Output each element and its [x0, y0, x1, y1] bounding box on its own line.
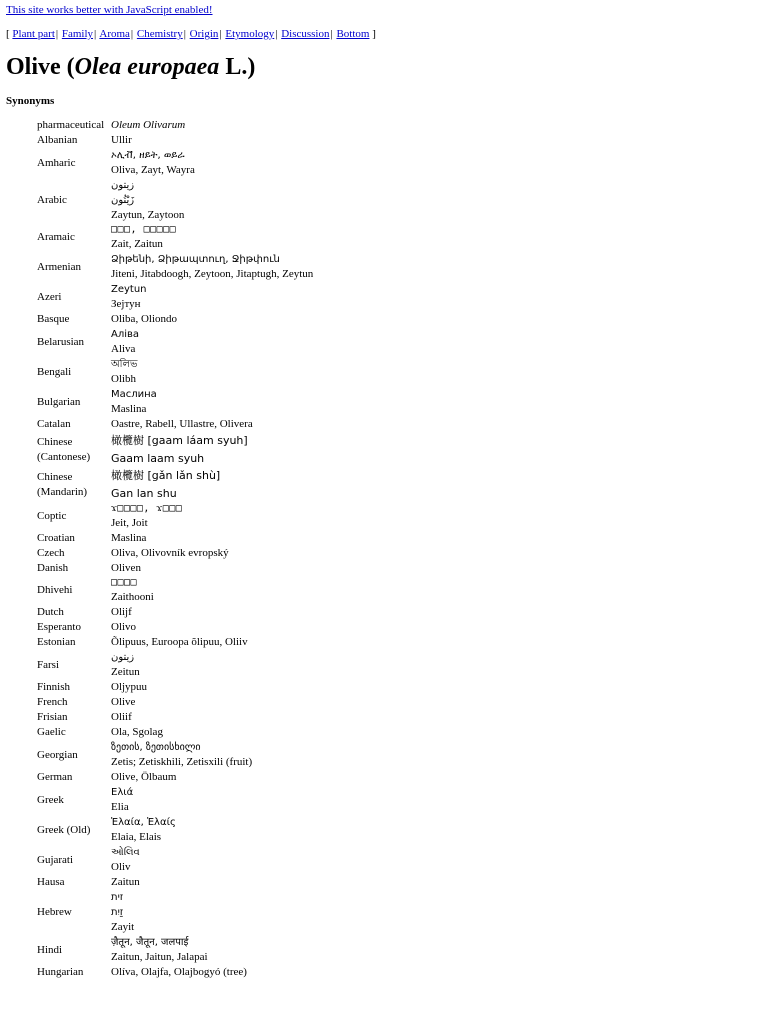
synonym-language: Gujarati: [37, 853, 74, 866]
synonym-name-line: Zetis; Zetiskhili, Zetisxili (fruit): [111, 756, 253, 768]
synonym-name-line: Ullir: [111, 134, 132, 146]
synonym-row: [34, 252, 316, 282]
synonym-language: Dhivehi: [37, 584, 73, 596]
synonym-name-line: 橄欖樹 [gaam láam syuh]: [111, 434, 248, 447]
title-common-name: Olive: [6, 54, 61, 80]
synonym-name-line: Oliva, Olivovník evropský: [111, 547, 229, 559]
nav-separator: |: [330, 28, 333, 40]
synonym-row: [34, 467, 316, 502]
synonym-language: Danish: [37, 562, 69, 574]
nav-separator: |: [130, 28, 134, 40]
nav-link-chemistry[interactable]: Chemistry: [136, 28, 183, 40]
synonym-name-line: Gaam laam syuh: [111, 451, 205, 465]
synonym-names: [108, 576, 316, 605]
synonym-name-line: Elia: [111, 801, 129, 813]
synonym-name-line: Oliv: [111, 861, 131, 873]
synonym-language: Amharic: [37, 156, 76, 169]
synonym-names: [108, 650, 316, 680]
synonym-names: [108, 118, 316, 133]
synonym-row: [34, 725, 316, 740]
synonym-language: French: [37, 696, 68, 708]
synonym-name-line: زيتون: [111, 180, 135, 191]
synonym-language: Hungarian: [37, 966, 84, 978]
synonym-language: Aramaic: [37, 231, 75, 243]
title-latin-name: Olea europaea: [74, 54, 220, 80]
synonym-language: Greek (Old): [37, 823, 91, 836]
synonym-names: [108, 282, 316, 312]
synonym-language: Chinese (Mandarin): [37, 470, 88, 498]
synonym-name-line: Zeytun: [111, 284, 147, 295]
synonym-names: [108, 223, 316, 252]
synonym-row: [34, 282, 316, 312]
synonym-names: [108, 357, 316, 387]
nav-close-bracket: ]: [372, 28, 376, 40]
synonym-names: [108, 432, 316, 467]
synonym-names: [108, 387, 316, 417]
synonym-names: [108, 546, 316, 561]
section-navigation: [6, 28, 376, 40]
synonym-row: [34, 118, 316, 133]
synonym-language: Hebrew: [37, 906, 72, 918]
synonym-language: Farsi: [37, 658, 59, 671]
synonym-name-line: Ձիթենի, Ձիթապտուղ, Ջիթփուն: [111, 254, 280, 265]
synonym-row: [34, 605, 316, 620]
synonym-name-line: Ἐλαία, Ἐλαίς: [111, 817, 176, 828]
synonym-name-line: Oliba, Oliondo: [111, 313, 177, 325]
synonym-name-line: Gan lan shu: [111, 486, 177, 500]
synonym-name-line: Маслина: [111, 389, 157, 400]
synonym-names: [108, 965, 316, 980]
synonym-names: [108, 467, 316, 502]
synonym-row: [34, 148, 316, 178]
synonym-name-line: Oleum Olivarum: [111, 119, 186, 131]
synonym-row: [34, 680, 316, 695]
synonyms-heading: Synonyms: [6, 95, 55, 107]
synonym-names: [108, 695, 316, 710]
title-paren-close: ): [247, 54, 256, 80]
synonym-name-line: Jeit, Joit: [111, 517, 148, 529]
synonym-name-line: Зејтун: [111, 298, 141, 310]
synonym-name-line: זַיִת: [111, 907, 124, 918]
javascript-warning-link[interactable]: This site works better with JavaScript enabled!: [6, 4, 213, 16]
synonym-names: [108, 502, 316, 531]
synonym-language: Frisian: [37, 711, 68, 723]
synonym-row: [34, 387, 316, 417]
synonym-language: Czech: [37, 547, 65, 559]
synonym-name-line: Jiteni, Jitabdoogh, Zeytoon, Jitaptugh, Zeytun: [111, 268, 314, 280]
synonym-names: [108, 620, 316, 635]
synonym-language: German: [37, 771, 73, 783]
synonym-row: [34, 432, 316, 467]
synonym-name-line: Oljypuu: [111, 681, 148, 693]
synonym-names: [108, 845, 316, 875]
synonym-name-line: Maslina: [111, 532, 147, 544]
synonym-name-line: Oliven: [111, 562, 141, 574]
synonym-row: [34, 546, 316, 561]
synonym-row: [34, 531, 316, 546]
synonym-row: [34, 695, 316, 710]
synonym-name-line: □□□□: [111, 577, 138, 588]
synonym-name-line: ኦሊቭ, ዘይት, ወይራ: [111, 150, 185, 161]
synonym-language: Albanian: [37, 134, 78, 146]
synonym-name-line: ϫ□□□□, ϫ□□□: [111, 503, 183, 514]
nav-link-family[interactable]: Family: [61, 28, 94, 40]
synonym-names: [108, 133, 316, 148]
synonym-names: [108, 785, 316, 815]
synonym-row: [34, 223, 316, 252]
synonym-row: [34, 357, 316, 387]
synonym-row: [34, 502, 316, 531]
synonym-names: [108, 327, 316, 357]
synonym-name-line: Zaithooni: [111, 591, 154, 603]
synonym-name-line: زَيْتُون: [111, 195, 135, 206]
synonym-row: [34, 133, 316, 148]
nav-link-origin[interactable]: Origin: [189, 28, 219, 40]
synonym-row: [34, 178, 316, 223]
synonym-name-line: Oliva, Zayt, Wayra: [111, 164, 195, 176]
synonym-language: Arabic: [37, 194, 67, 206]
synonym-names: [108, 635, 316, 650]
synonym-row: [34, 890, 316, 935]
title-paren-open: (: [66, 54, 75, 80]
synonym-language: pharmaceutical: [37, 119, 105, 131]
synonym-name-line: Zaitun: [111, 876, 140, 888]
synonym-row: [34, 650, 316, 680]
synonym-names: [108, 561, 316, 576]
synonym-names: [108, 680, 316, 695]
synonym-language: Belarusian: [37, 335, 85, 348]
nav-link-etymology[interactable]: Etymology: [225, 28, 275, 40]
synonym-names: [108, 725, 316, 740]
synonym-row: [34, 770, 316, 785]
synonym-names: [108, 531, 316, 546]
synonym-name-line: ზეთის, ზეთისხილი: [111, 742, 201, 753]
title-author: L.: [225, 54, 248, 80]
synonym-language: Finnish: [37, 681, 71, 693]
synonym-names: [108, 605, 316, 620]
synonym-name-line: Oastre, Rabell, Ullastre, Olivera: [111, 418, 253, 430]
synonym-row: [34, 635, 316, 650]
synonym-language: Armenian: [37, 260, 81, 273]
synonym-name-line: Zayit: [111, 921, 135, 933]
synonym-names: [108, 935, 316, 965]
nav-link-plant-part[interactable]: Plant part: [12, 28, 55, 40]
synonym-row: [34, 620, 316, 635]
javascript-warning: [6, 4, 213, 16]
synonym-name-line: Аліва: [111, 329, 140, 340]
synonym-language: Catalan: [37, 418, 71, 430]
nav-separator: |: [55, 28, 59, 40]
synonym-row: [34, 965, 316, 980]
nav-separator: |: [94, 28, 97, 40]
synonym-names: [108, 815, 316, 845]
synonym-row: [34, 815, 316, 845]
synonym-names: [108, 178, 316, 223]
synonym-row: [34, 710, 316, 725]
synonym-name-line: Ελιά: [111, 787, 134, 798]
synonym-row: [34, 935, 316, 965]
synonym-name-line: 橄欖樹 [gǎn lǎn shù]: [111, 469, 221, 482]
synonym-name-line: □□□, □□□□□: [111, 224, 177, 235]
synonym-name-line: Zeitun: [111, 666, 140, 678]
synonym-name-line: Aliva: [111, 343, 136, 355]
synonym-name-line: Zait, Zaitun: [111, 238, 163, 250]
synonym-names: [108, 875, 316, 890]
synonym-row: [34, 740, 316, 770]
synonym-language: Dutch: [37, 606, 64, 618]
synonym-name-line: Olivo: [111, 621, 137, 633]
synonym-row: [34, 561, 316, 576]
synonym-row: [34, 312, 316, 327]
synonym-row: [34, 417, 316, 432]
synonym-language: Georgian: [37, 748, 78, 761]
synonym-name-line: זית: [111, 892, 124, 903]
synonym-row: [34, 845, 316, 875]
synonym-names: [108, 148, 316, 178]
synonym-name-line: Olive, Ölbaum: [111, 771, 177, 783]
synonym-language: Hindi: [37, 943, 63, 956]
synonym-name-line: Ola, Sgolag: [111, 726, 163, 738]
synonym-language: Basque: [37, 313, 70, 325]
synonym-language: Esperanto: [37, 621, 81, 633]
synonym-name-line: Olibh: [111, 373, 137, 385]
synonym-row: [34, 785, 316, 815]
synonym-row: [34, 327, 316, 357]
synonym-language: Gaelic: [37, 726, 66, 738]
synonym-name-line: Olijf: [111, 606, 132, 618]
nav-separator: |: [275, 28, 278, 40]
synonym-language: Coptic: [37, 510, 67, 522]
synonym-row: [34, 875, 316, 890]
synonym-language: Hausa: [37, 876, 65, 888]
synonym-names: [108, 740, 316, 770]
synonym-language: Chinese (Cantonese): [37, 435, 91, 463]
synonym-names: [108, 417, 316, 432]
synonym-name-line: ઓલિવ: [111, 847, 140, 858]
synonym-name-line: Elaia, Elais: [111, 831, 162, 843]
nav-link-discussion[interactable]: Discussion: [281, 28, 330, 40]
synonym-name-line: Zaytun, Zaytoon: [111, 209, 185, 221]
synonym-language: Greek: [37, 793, 64, 806]
synonym-name-line: Maslina: [111, 403, 147, 415]
page-title: [6, 54, 255, 81]
synonym-name-line: Olive: [111, 696, 136, 708]
synonym-names: [108, 252, 316, 282]
nav-separator: |: [183, 28, 186, 40]
nav-separator: |: [219, 28, 222, 40]
synonym-language: Estonian: [37, 636, 76, 648]
synonyms-table: [34, 118, 316, 980]
synonym-name-line: ज़ैतून, जैतून, जलपाई: [111, 937, 189, 948]
synonym-language: Bulgarian: [37, 395, 81, 408]
synonym-language: Croatian: [37, 532, 75, 544]
nav-link-bottom[interactable]: Bottom: [336, 28, 370, 40]
synonym-name-line: Olíva, Olajfa, Olajbogyó (tree): [111, 966, 247, 978]
synonyms-table-body: [34, 118, 316, 980]
synonym-row: [34, 576, 316, 605]
synonym-name-line: زیتون: [111, 652, 135, 663]
synonym-name-line: অলিভ: [111, 359, 138, 370]
synonym-name-line: Zaitun, Jaitun, Jalapai: [111, 951, 208, 963]
synonym-name-line: Õlipuus, Euroopa õlipuu, Oliiv: [111, 636, 248, 648]
synonym-language: Azeri: [37, 290, 62, 303]
synonym-name-line: Oliif: [111, 711, 132, 723]
nav-link-aroma[interactable]: Aroma: [99, 28, 130, 40]
synonym-names: [108, 710, 316, 725]
synonym-names: [108, 770, 316, 785]
synonym-names: [108, 312, 316, 327]
synonym-names: [108, 890, 316, 935]
nav-open-bracket: [: [6, 28, 10, 40]
synonym-language: Bengali: [37, 365, 72, 378]
